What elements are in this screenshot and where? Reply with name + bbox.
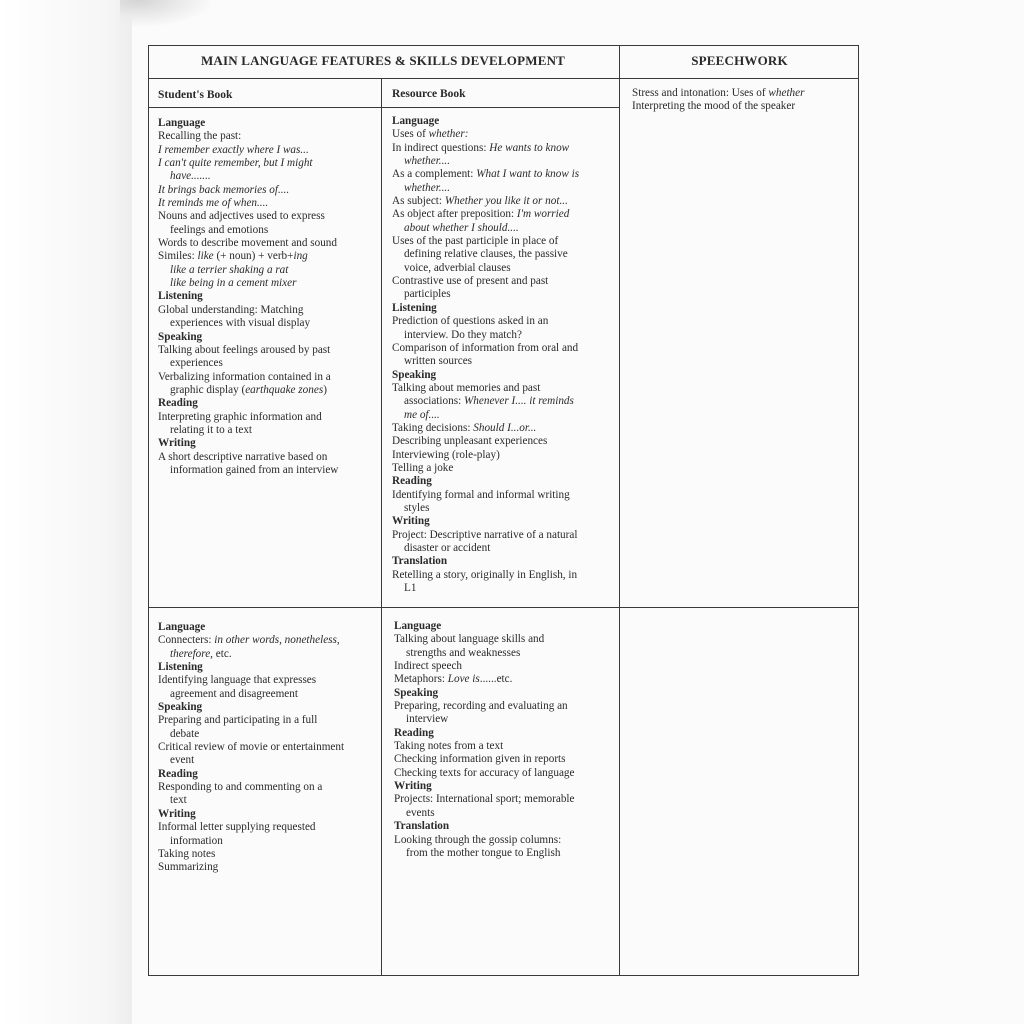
list-item: Talking about feelings aroused by past bbox=[158, 343, 331, 356]
list-item bbox=[392, 395, 579, 408]
section-heading: Writing bbox=[158, 437, 196, 450]
list-item: It reminds me of when.... bbox=[158, 197, 269, 210]
page-corner-fold bbox=[120, 0, 210, 26]
text: I'm worried bbox=[516, 208, 570, 221]
list-item: Identifying language that expresses bbox=[158, 674, 317, 687]
list-item bbox=[392, 422, 579, 435]
list-item: Describing unpleasant experiences bbox=[392, 435, 548, 448]
list-item: Telling a joke bbox=[392, 461, 454, 474]
list-item: Recalling the past: bbox=[158, 130, 242, 143]
list-item: strengths and weaknesses bbox=[406, 646, 521, 659]
list-item: about whether I should.... bbox=[404, 221, 519, 234]
text: Similes: bbox=[158, 250, 198, 263]
list-item bbox=[392, 128, 579, 141]
list-item bbox=[394, 673, 575, 686]
subheader-divider bbox=[148, 107, 619, 108]
table-bottom-border bbox=[148, 975, 859, 976]
table-top-border bbox=[148, 45, 859, 46]
list-item: written sources bbox=[404, 355, 473, 368]
section-heading: Language bbox=[158, 117, 206, 129]
text: ......etc. bbox=[479, 673, 513, 686]
list-item: Informal letter supplying requested bbox=[158, 821, 316, 834]
text: therefore, bbox=[170, 647, 213, 660]
list-item: defining relative clauses, the passive bbox=[404, 248, 568, 261]
list-item: Interviewing (role-play) bbox=[392, 448, 500, 461]
list-item: feelings and emotions bbox=[170, 223, 269, 236]
list-item: A short descriptive narrative based on bbox=[158, 450, 328, 463]
list-item: Uses of the past participle in place of bbox=[392, 235, 559, 248]
header-divider bbox=[148, 78, 859, 79]
list-item: Taking notes bbox=[158, 847, 216, 860]
list-item: like being in a cement mixer bbox=[170, 277, 297, 290]
list-item: Verbalizing information contained in a bbox=[158, 370, 331, 383]
page-shadow bbox=[0, 0, 132, 1024]
list-item: relating it to a text bbox=[170, 423, 253, 436]
row1-students-book-cell bbox=[158, 117, 338, 477]
text: As object after preposition: bbox=[392, 208, 517, 221]
list-item: me of.... bbox=[404, 408, 440, 421]
list-item bbox=[158, 384, 338, 397]
list-item: Critical review of movie or entertainment bbox=[158, 741, 345, 754]
speechwork-heading: SPEECHWORK bbox=[691, 53, 788, 68]
text: Taking decisions: bbox=[392, 421, 474, 434]
list-item: interview. Do they match? bbox=[404, 328, 522, 341]
list-item bbox=[392, 142, 579, 155]
list-item bbox=[392, 208, 579, 221]
list-item: Preparing and participating in a full bbox=[158, 714, 318, 727]
text: What I want to know is bbox=[476, 168, 580, 181]
text: As a complement: bbox=[392, 168, 477, 181]
text: like bbox=[197, 250, 214, 263]
list-item: Words to describe movement and sound bbox=[158, 237, 337, 250]
list-item: like a terrier shaking a rat bbox=[170, 263, 289, 276]
students-book-heading: Student's Book bbox=[158, 89, 233, 101]
section-heading: Reading bbox=[158, 767, 198, 780]
list-item: disaster or accident bbox=[404, 542, 491, 554]
list-item: Indirect speech bbox=[394, 660, 463, 673]
section-heading: Writing bbox=[158, 807, 196, 820]
row2-students-book-cell bbox=[158, 621, 344, 875]
text: ) bbox=[323, 383, 327, 396]
list-item: Talking about language skills and bbox=[394, 633, 545, 646]
list-item: Contrastive use of present and past bbox=[392, 275, 549, 288]
text: Whether you like it or not... bbox=[444, 195, 568, 208]
list-item: event bbox=[170, 754, 195, 767]
list-item: information bbox=[170, 834, 223, 847]
section-heading: Listening bbox=[158, 290, 203, 303]
section-heading: Reading bbox=[158, 397, 198, 410]
section-heading: Writing bbox=[392, 515, 430, 528]
list-item: experiences bbox=[170, 357, 223, 370]
list-item: Projects: International sport; memorable bbox=[394, 793, 575, 806]
list-item: participles bbox=[404, 288, 451, 301]
list-item: Taking notes from a text bbox=[394, 740, 504, 753]
section-heading: Reading bbox=[394, 726, 434, 739]
list-item: Checking information given in reports bbox=[394, 753, 566, 766]
list-item: Global understanding: Matching bbox=[158, 303, 304, 316]
list-item: Retelling a story, originally in English, in bbox=[392, 568, 578, 581]
list-item: text bbox=[170, 794, 187, 807]
main-features-heading: MAIN LANGUAGE FEATURES & SKILLS DEVELOPMENT bbox=[200, 53, 566, 68]
list-item bbox=[392, 195, 579, 208]
text: etc. bbox=[212, 647, 232, 660]
speechwork-line bbox=[632, 87, 804, 100]
list-item: whether.... bbox=[404, 181, 450, 194]
list-item: whether.... bbox=[404, 155, 450, 168]
list-item: Talking about memories and past bbox=[392, 381, 541, 394]
list-item bbox=[158, 634, 344, 647]
list-item: Nouns and adjectives used to express bbox=[158, 210, 325, 223]
list-item: Project: Descriptive narrative of a natural bbox=[392, 528, 578, 541]
text: Should I...or... bbox=[473, 421, 537, 434]
section-heading: Speaking bbox=[158, 701, 203, 714]
text: graphic display ( bbox=[170, 383, 246, 396]
list-item: debate bbox=[170, 727, 200, 740]
list-item: It brings back memories of.... bbox=[158, 183, 290, 196]
section-heading: Writing bbox=[394, 780, 432, 793]
column-divider-2 bbox=[619, 45, 620, 976]
text: whether bbox=[768, 87, 805, 99]
table-left-border bbox=[148, 45, 149, 976]
section-heading: Language bbox=[158, 621, 206, 633]
text: earthquake zones bbox=[245, 383, 324, 396]
list-item bbox=[158, 648, 344, 661]
text: in other words, nonetheless, bbox=[214, 634, 340, 647]
list-item: Looking through the gossip columns: bbox=[394, 833, 562, 846]
list-item: styles bbox=[404, 501, 430, 514]
list-item: events bbox=[406, 806, 435, 819]
list-item: Comparison of information from oral and bbox=[392, 341, 579, 354]
list-item: L1 bbox=[404, 582, 417, 595]
list-item: Preparing, recording and evaluating an bbox=[394, 700, 568, 713]
text: (+ noun) + verb+ bbox=[213, 250, 294, 263]
table-right-border bbox=[858, 45, 859, 976]
list-item: Interpreting graphic information and bbox=[158, 410, 322, 423]
text: In indirect questions: bbox=[392, 141, 490, 154]
row2-resource-book-cell bbox=[394, 620, 575, 860]
list-item: agreement and disagreement bbox=[170, 687, 298, 700]
section-heading: Translation bbox=[394, 820, 450, 833]
list-item: I remember exactly where I was... bbox=[158, 143, 309, 156]
text: Love is bbox=[447, 673, 480, 686]
list-item: from the mother tongue to English bbox=[406, 846, 561, 859]
list-item: information gained from an interview bbox=[170, 463, 339, 476]
speechwork-line: Interpreting the mood of the speaker bbox=[632, 100, 796, 113]
text: Connecters: bbox=[158, 634, 215, 647]
row1-resource-book-cell bbox=[392, 115, 579, 595]
text: Uses of bbox=[392, 128, 429, 141]
list-item: have....... bbox=[170, 170, 211, 183]
row-divider bbox=[148, 607, 859, 608]
section-heading: Translation bbox=[392, 555, 448, 568]
text: associations: bbox=[404, 395, 464, 408]
section-heading: Listening bbox=[392, 301, 437, 314]
section-heading: Language bbox=[394, 620, 442, 632]
text: As subject: bbox=[392, 195, 445, 208]
text: whether: bbox=[428, 128, 469, 141]
text: Whenever I.... it reminds bbox=[463, 395, 574, 408]
section-heading: Speaking bbox=[392, 368, 437, 381]
speechwork-cell bbox=[632, 87, 804, 114]
section-heading: Listening bbox=[158, 661, 203, 674]
list-item: experiences with visual display bbox=[170, 317, 311, 330]
column-divider-1 bbox=[381, 78, 382, 976]
section-heading: Language bbox=[392, 115, 440, 127]
list-item bbox=[392, 168, 579, 181]
list-item bbox=[158, 250, 338, 263]
list-item: interview bbox=[406, 713, 449, 726]
section-heading: Speaking bbox=[158, 330, 203, 343]
list-item: Responding to and commenting on a bbox=[158, 781, 323, 794]
list-item: Prediction of questions asked in an bbox=[392, 315, 549, 328]
list-item: voice, adverbial clauses bbox=[404, 261, 511, 274]
list-item: Summarizing bbox=[158, 861, 219, 874]
resource-book-heading: Resource Book bbox=[392, 88, 466, 100]
list-item: Checking texts for accuracy of language bbox=[394, 766, 575, 779]
section-heading: Reading bbox=[392, 475, 432, 488]
list-item: Identifying formal and informal writing bbox=[392, 488, 570, 501]
text: ing bbox=[293, 250, 308, 263]
text: Stress and intonation: Uses of bbox=[632, 87, 769, 99]
section-heading: Speaking bbox=[394, 686, 439, 699]
text: He wants to know bbox=[489, 141, 570, 154]
list-item: I can't quite remember, but I might bbox=[158, 157, 313, 170]
text: Metaphors: bbox=[394, 673, 448, 686]
